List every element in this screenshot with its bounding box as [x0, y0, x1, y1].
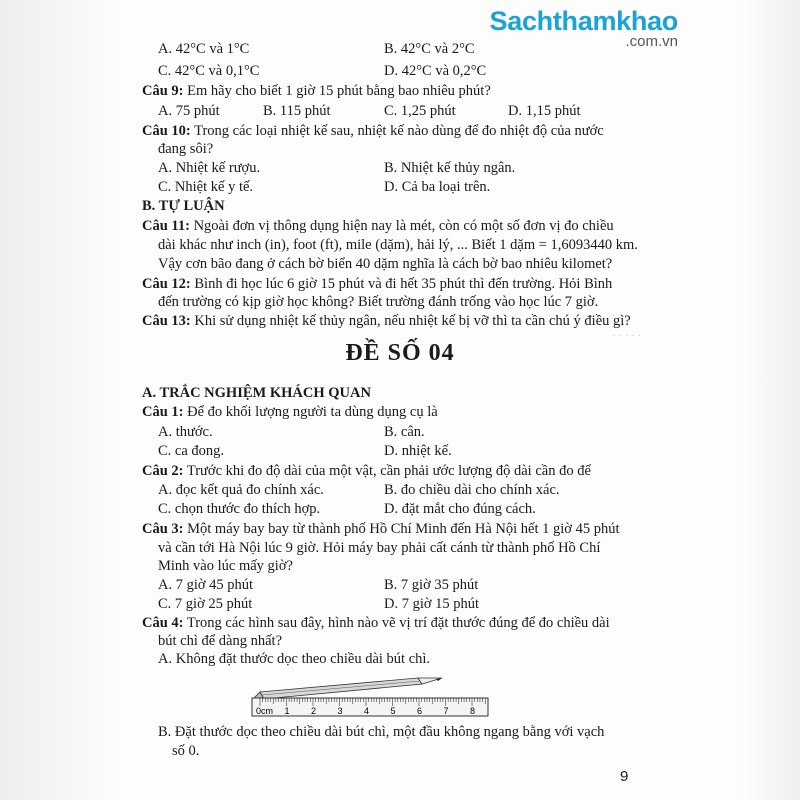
question-text: Bình đi học lúc 6 giờ 15 phút và đi hết 35 phút thì đến trường. Hỏi Bình	[190, 276, 613, 292]
question-label: Câu 1:	[142, 404, 184, 420]
question-text-cont: đến trường có kịp giờ học không? Biết trường đánh trống vào học lúc 7 giờ.	[158, 294, 599, 310]
option-a: A. thước.	[158, 424, 213, 440]
question-label: Câu 12:	[142, 276, 191, 292]
pencil-ruler-figure	[250, 668, 495, 720]
ruler-tick-label: 6	[417, 706, 423, 716]
option-a: A. Không đặt thước dọc theo chiều dài bút chì.	[158, 651, 431, 667]
option-b: B. đo chiều dài cho chính xác.	[384, 482, 560, 498]
question-11	[142, 216, 614, 236]
question-12	[142, 274, 612, 294]
ruler-tick-label: 7	[443, 706, 449, 716]
option-c: C. Nhiệt kế y tế.	[158, 179, 254, 195]
question-text: Trước khi đo độ dài của một vật, cần phải ước lượng độ dài cần đo để	[183, 463, 591, 479]
question-1	[142, 402, 438, 422]
option-b: B. Đặt thước dọc theo chiều dài bút chì, một đầu không ngang bằng với vạch	[158, 724, 605, 740]
question-label: Câu 10:	[142, 123, 191, 139]
option-a: A. Nhiệt kế rượu.	[158, 160, 261, 176]
question-text-cont: bút chì để dàng nhất?	[158, 633, 283, 649]
question-text: Trong các hình sau đây, hình nào vẽ vị trí đặt thước đúng để đo chiều dài	[183, 615, 610, 631]
question-text-cont: Vậy cơn bão đang ở cách bờ biển 40 dặm nghĩa là cách bờ bao nhiêu kilomet?	[158, 256, 613, 272]
ruler-illustration	[252, 698, 488, 716]
question-9	[142, 81, 491, 101]
ruler-tick-label: 5	[390, 706, 396, 716]
pencil-illustration	[254, 678, 442, 699]
option-d: D. Cả ba loại trên.	[384, 179, 491, 195]
question-text-cont: và cần tới Hà Nội lúc 9 giờ. Hỏi máy bay phải cất cánh từ thành phố Hồ Chí	[158, 540, 601, 556]
option-a: A. 7 giờ 45 phút	[158, 577, 254, 593]
page-shadow-left	[0, 0, 120, 800]
option-c: C. 1,25 phút	[384, 103, 456, 119]
brand-name: Sachthamkhao	[489, 6, 678, 36]
ruler-tick-label: 3	[337, 706, 343, 716]
question-label: Câu 13:	[142, 313, 191, 329]
question-label: Câu 11:	[142, 218, 190, 234]
page-shadow-right	[740, 0, 800, 800]
question-10	[142, 121, 604, 141]
watermark-logo	[488, 6, 678, 49]
option-a: A. 42°C và 1°C	[158, 41, 250, 57]
ruler-tick-label: 4	[364, 706, 370, 716]
question-label: Câu 2:	[142, 463, 184, 479]
option-b: B. 115 phút	[263, 103, 331, 119]
option-a: A. đọc kết quả đo chính xác.	[158, 482, 324, 498]
ruler-tick-label: 2	[311, 706, 317, 716]
question-text: Khi sử dụng nhiệt kế thủy ngân, nếu nhiệt kế bị vỡ thì ta cần chú ý điều gì?	[190, 313, 631, 329]
page-number: 9	[620, 768, 629, 785]
question-label: Câu 4:	[142, 615, 184, 631]
question-4	[142, 613, 610, 633]
section-heading-b: B. TỰ LUẬN	[142, 198, 225, 214]
question-text: Em hãy cho biết 1 giờ 15 phút bằng bao nhiêu phút?	[183, 83, 491, 99]
option-b: B. 7 giờ 35 phút	[384, 577, 479, 593]
question-text-cont: đang sôi?	[158, 141, 214, 157]
option-a: A. 75 phút	[158, 103, 220, 119]
option-c: C. ca đong.	[158, 443, 225, 459]
ruler-tick-label: 8	[470, 706, 476, 716]
exam-title: ĐỀ SỐ 04	[345, 340, 455, 366]
question-text: Một máy bay bay từ thành phố Hồ Chí Minh đến Hà Nội hết 1 giờ 45 phút	[183, 521, 620, 537]
question-label: Câu 9:	[142, 83, 184, 99]
question-label: Câu 3:	[142, 521, 184, 537]
option-d: D. 1,15 phút	[508, 103, 581, 119]
option-b: B. cân.	[384, 424, 425, 440]
option-b: B. Nhiệt kế thủy ngân.	[384, 160, 516, 176]
option-c: C. 7 giờ 25 phút	[158, 596, 253, 612]
question-3	[142, 519, 619, 539]
question-text-cont: số 0.	[172, 743, 200, 759]
question-text-cont: dài khác như inch (in), foot (ft), mile (dặm), hải lý, ... Biết 1 dặm = 1,6093440 km.	[158, 237, 638, 253]
question-text-cont: Minh vào lúc mấy giờ?	[158, 558, 293, 574]
option-b: B. 42°C và 2°C	[384, 41, 475, 57]
option-d: D. nhiệt kế.	[384, 443, 452, 459]
option-c: C. 42°C và 0,1°C	[158, 63, 260, 79]
option-d: D. 7 giờ 15 phút	[384, 596, 480, 612]
option-d: D. đặt mắt cho đúng cách.	[384, 501, 536, 517]
question-text: Ngoài đơn vị thông dụng hiện nay là mét, còn có một số đơn vị đo chiều	[189, 218, 614, 234]
ruler-tick-label: 1	[284, 706, 290, 716]
question-2	[142, 461, 591, 481]
question-text: Trong các loại nhiệt kế sau, nhiệt kế nào dùng để đo nhiệt độ của nước	[190, 123, 604, 139]
question-text: Để đo khối lượng người ta dùng dụng cụ là	[183, 404, 438, 420]
option-d: D. 42°C và 0,2°C	[384, 63, 487, 79]
bleed-through-text: · · · · ·	[612, 330, 642, 342]
ruler-unit-label: 0cm	[256, 706, 274, 716]
section-heading-a: A. TRẮC NGHIỆM KHÁCH QUAN	[142, 385, 371, 401]
option-c: C. chọn thước đo thích hợp.	[158, 501, 321, 517]
brand-domain: .com.vn	[625, 33, 678, 50]
question-13	[142, 311, 631, 331]
